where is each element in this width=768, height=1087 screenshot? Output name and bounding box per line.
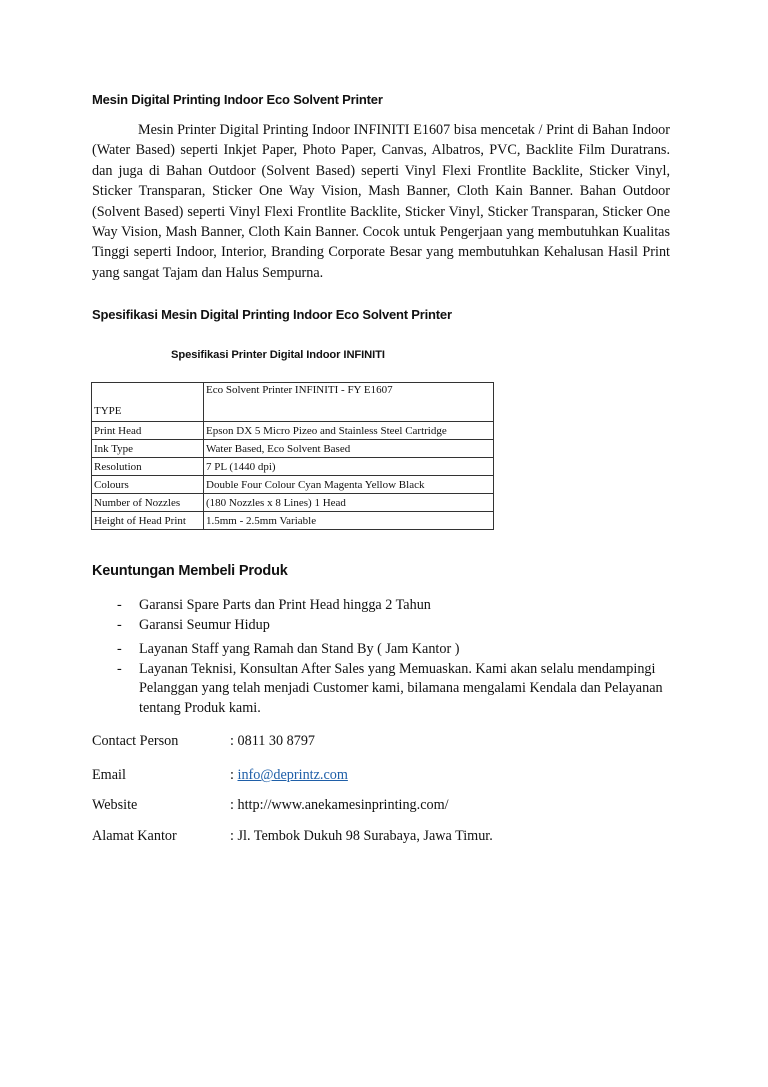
spec-table [91, 382, 494, 530]
spec-key: Colours [92, 476, 204, 494]
spec-key: Print Head [92, 422, 204, 440]
spec-caption: Spesifikasi Printer Digital Indoor INFINITI [171, 349, 385, 361]
contact-value [230, 828, 493, 845]
separator: : [230, 767, 238, 783]
benefits-list-2 [92, 640, 692, 718]
benefit-text: Layanan Staff yang Ramah dan Stand By ( Jam Kantor ) [139, 641, 460, 657]
spec-value: 1.5mm - 2.5mm Variable [204, 512, 494, 530]
spec-value: Double Four Colour Cyan Magenta Yellow Black [204, 476, 494, 494]
contact-label: Contact Person [92, 733, 179, 749]
benefit-text: Garansi Spare Parts dan Print Head hingga 2 Tahun [139, 597, 431, 613]
benefit-text: Layanan Teknisi, Konsultan After Sales yang Memuaskan. Kami akan selalu mendampingi Pelanggan yang telah menjadi Customer kami, bilamana mengalami Kendala dan Pelayanan tentang Produk kami. [139, 660, 663, 716]
spec-value: Water Based, Eco Solvent Based [204, 440, 494, 458]
spec-key: Height of Head Print [92, 512, 204, 530]
separator: : [230, 828, 238, 844]
table-row [92, 476, 494, 494]
bullet-dash: - [117, 616, 122, 633]
intro-paragraph [92, 120, 670, 283]
table-row [92, 383, 494, 422]
contact-value [230, 767, 348, 784]
spec-key: Number of Nozzles [92, 494, 204, 512]
list-item [92, 660, 692, 719]
intro-text: Mesin Printer Digital Printing Indoor INFINITI E1607 bisa mencetak / Print di Bahan Indoor (Water Based) seperti Inkjet Paper, Photo Paper, Canvas, Albatros, PVC, Backlite Film Duratrans. dan juga di Bahan Outdoor (Solvent Based) seperti Vinyl Flexi Frontlite Backlite, Sticker Vinyl, Sticker Transparan, Sticker One Way Vision, Mash Banner, Cloth Kain Banner. Bahan Outdoor (Solvent Based) seperti Vinyl Flexi Frontlite Backlite, Sticker Vinyl, Sticker Transparan, Sticker One Way Vision, Mash Banner, Cloth Kain Banner. Cocok untuk Pengerjaan yang membutuhkan Kualitas Tinggi seperti Indoor, Interior, Branding Corporate Besar yang membutuhkan Kehalusan Hasil Print yang sangat Tajam dan Halus Sempurna. [92, 122, 670, 281]
contact-value [230, 733, 315, 750]
separator: : [230, 797, 238, 813]
table-row [92, 458, 494, 476]
phone-number: 0811 30 8797 [237, 733, 316, 749]
benefits-list-1 [92, 596, 692, 635]
spec-value: Epson DX 5 Micro Pizeo and Stainless Steel Cartridge [204, 422, 494, 440]
separator: : [230, 733, 238, 749]
spec-value: (180 Nozzles x 8 Lines) 1 Head [204, 494, 494, 512]
benefit-text: Garansi Seumur Hidup [139, 616, 270, 633]
table-row [92, 494, 494, 512]
list-item [92, 640, 692, 660]
list-item [92, 616, 692, 636]
spec-key: Ink Type [92, 440, 204, 458]
spec-value: Eco Solvent Printer INFINITI - FY E1607 [204, 383, 494, 422]
spec-key: TYPE [92, 383, 204, 422]
contact-label: Email [92, 767, 126, 783]
table-row [92, 422, 494, 440]
benefits-heading: Keuntungan Membeli Produk [92, 563, 288, 579]
bullet-dash: - [117, 660, 122, 677]
page-title: Mesin Digital Printing Indoor Eco Solvent Printer [92, 92, 383, 107]
email-link[interactable]: info@deprintz.com [237, 767, 348, 783]
bullet-dash: - [117, 641, 122, 657]
contact-value [230, 797, 449, 814]
spec-heading: Spesifikasi Mesin Digital Printing Indoor Eco Solvent Printer [92, 307, 452, 322]
table-row [92, 512, 494, 530]
address-text: Jl. Tembok Dukuh 98 Surabaya, Jawa Timur. [237, 828, 493, 844]
spec-value: 7 PL (1440 dpi) [204, 458, 494, 476]
website-url: http://www.anekamesinprinting.com/ [237, 797, 449, 813]
list-item [92, 596, 692, 616]
table-row [92, 440, 494, 458]
spec-key: Resolution [92, 458, 204, 476]
contact-label: Alamat Kantor [92, 828, 177, 844]
contact-label: Website [92, 797, 138, 813]
bullet-dash: - [117, 597, 122, 613]
